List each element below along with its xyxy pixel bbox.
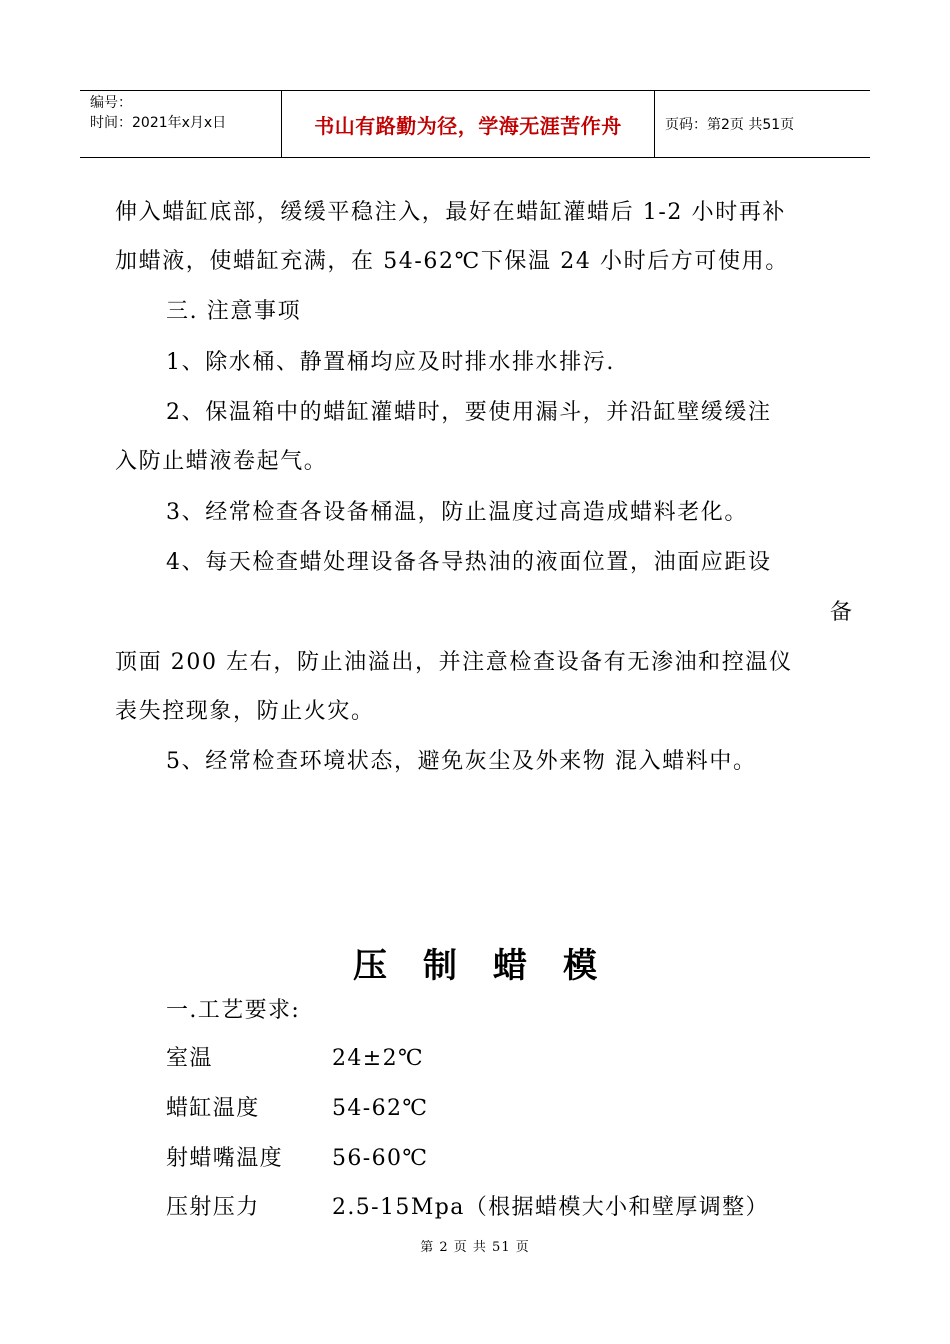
body-line: 3、经常检查各设备桶温，防止温度过高造成蜡料老化。 — [166, 500, 748, 525]
param-value: 24±2℃ — [332, 1046, 425, 1071]
page-info: 页码：第2页 共51页 — [665, 117, 795, 133]
body-line: 表失控现象，防止火灾。 — [115, 699, 375, 724]
page-footer: 第 2 页 共 51 页 — [420, 1240, 530, 1255]
body-line: 4、每天检查蜡处理设备各导热油的液面位置，油面应距设 — [166, 550, 772, 575]
body-line: 顶面 200 左右，防止油溢出，并注意检查设备有无渗油和控温仪 — [115, 650, 793, 675]
header-motto-cell — [282, 91, 655, 157]
param-label: 蜡缸温度 — [166, 1096, 260, 1121]
param-label: 射蜡嘴温度 — [166, 1146, 284, 1171]
process-heading: 一.工艺要求: — [166, 998, 301, 1023]
body-line: 备 — [830, 600, 854, 625]
body-line: 1、除水桶、静置桶均应及时排水排水排污. — [166, 350, 615, 375]
body-line: 伸入蜡缸底部，缓缓平稳注入，最好在蜡缸灌蜡后 1-2 小时再补 — [115, 200, 787, 225]
number-label: 编号： — [90, 95, 132, 111]
body-line: 入防止蜡液卷起气。 — [115, 449, 328, 474]
param-label: 压射压力 — [166, 1195, 260, 1220]
body-line: 2、保温箱中的蜡缸灌蜡时，要使用漏斗，并沿缸壁缓缓注 — [166, 400, 772, 425]
param-value: 2.5-15Mpa（根据蜡模大小和壁厚调整） — [332, 1195, 769, 1220]
param-value: 56-60℃ — [332, 1146, 429, 1171]
time-label: 时间：2021年x月x日 — [90, 115, 227, 131]
header-page-cell — [655, 91, 870, 157]
section-title: 压制蜡模 — [353, 946, 633, 986]
body-line: 加蜡液，使蜡缸充满，在 54-62℃下保温 24 小时后方可使用。 — [115, 249, 789, 274]
param-label: 室温 — [166, 1046, 213, 1071]
param-row — [166, 1094, 428, 1124]
param-row — [166, 1044, 424, 1074]
param-row — [166, 1144, 428, 1174]
motto-text: 书山有路勤为径，学海无涯苦作舟 — [314, 113, 622, 138]
body-line: 5、经常检查环境状态，避免灰尘及外来物 混入蜡料中。 — [166, 749, 757, 774]
notes-heading: 三. 注意事项 — [166, 299, 302, 324]
page-header — [80, 90, 870, 158]
param-value: 54-62℃ — [332, 1096, 429, 1121]
header-meta-cell — [80, 91, 282, 157]
param-row — [166, 1193, 769, 1223]
